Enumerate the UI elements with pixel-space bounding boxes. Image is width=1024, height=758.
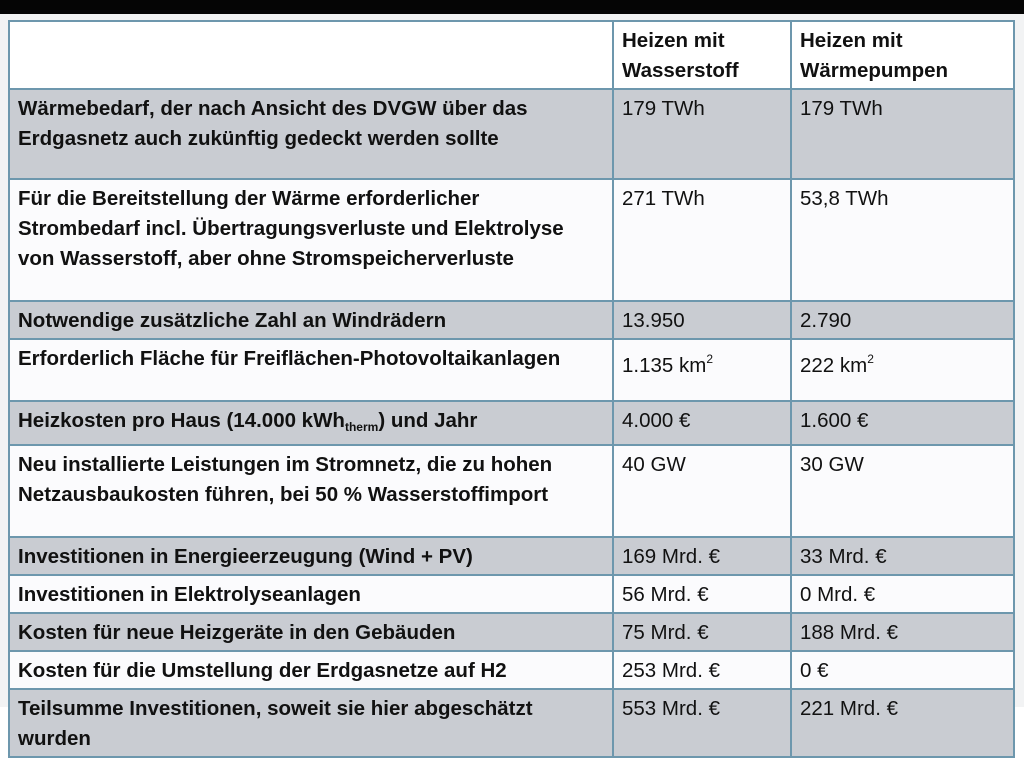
table-row — [9, 689, 1014, 757]
table-row — [9, 339, 1014, 401]
row-label: Investitionen in Elektrolyseanlagen — [9, 575, 613, 613]
heat-pump-value: 1.600 € — [791, 401, 1014, 445]
header-empty — [9, 21, 613, 89]
table-row — [9, 445, 1014, 537]
superscript: 2 — [867, 352, 874, 366]
heat-pump-value — [791, 339, 1014, 401]
heat-pump-value: 221 Mrd. € — [791, 689, 1014, 757]
comparison-table — [8, 20, 1015, 758]
top-bar — [0, 0, 1024, 14]
hydrogen-value: 56 Mrd. € — [613, 575, 791, 613]
table-header-row — [9, 21, 1014, 89]
row-label: Teilsumme Investitionen, soweit sie hier abgeschätzt wurden — [9, 689, 613, 757]
row-label: Wärmebedarf, der nach Ansicht des DVGW über das Erdgasnetz auch zukünftig gedeckt werden sollte — [9, 89, 613, 179]
heat-pump-value: 2.790 — [791, 301, 1014, 339]
row-label — [9, 401, 613, 445]
hydrogen-value: 75 Mrd. € — [613, 613, 791, 651]
hydrogen-value: 169 Mrd. € — [613, 537, 791, 575]
heat-pump-value: 0 Mrd. € — [791, 575, 1014, 613]
table-row — [9, 613, 1014, 651]
table-row — [9, 179, 1014, 301]
hydrogen-value: 40 GW — [613, 445, 791, 537]
row-label: Für die Bereitstellung der Wärme erforderlicher Strombedarf incl. Übertragungsverluste und Elektrolyse von Wasserstoff, aber ohne Stromspeicherverluste — [9, 179, 613, 301]
hydrogen-value: 4.000 € — [613, 401, 791, 445]
heat-pump-area: 222 km — [800, 354, 868, 377]
heat-pump-value: 53,8 TWh — [791, 179, 1014, 301]
heat-pump-value: 33 Mrd. € — [791, 537, 1014, 575]
hydrogen-area: 1.135 km — [622, 354, 707, 377]
label-subscript: therm — [344, 420, 379, 434]
table-row — [9, 89, 1014, 179]
table-row — [9, 537, 1014, 575]
hydrogen-value: 253 Mrd. € — [613, 651, 791, 689]
heat-pump-value: 30 GW — [791, 445, 1014, 537]
hydrogen-value: 553 Mrd. € — [613, 689, 791, 757]
row-label: Investitionen in Energieerzeugung (Wind + PV) — [9, 537, 613, 575]
header-hydrogen: Heizen mit Wasserstoff — [613, 21, 791, 89]
superscript: 2 — [706, 352, 714, 366]
row-label: Kosten für die Umstellung der Erdgasnetze auf H2 — [9, 651, 613, 689]
heat-pump-value: 188 Mrd. € — [791, 613, 1014, 651]
row-label: Notwendige zusätzliche Zahl an Windrädern — [9, 301, 613, 339]
hydrogen-value: 13.950 — [613, 301, 791, 339]
row-label: Erforderlich Fläche für Freiflächen-Photovoltaikanlagen — [9, 339, 613, 401]
hydrogen-value: 271 TWh — [613, 179, 791, 301]
label-text: Heizkosten pro Haus (14.000 kWh — [18, 409, 345, 432]
row-label: Kosten für neue Heizgeräte in den Gebäuden — [9, 613, 613, 651]
row-label: Neu installierte Leistungen im Stromnetz, die zu hohen Netzausbaukosten führen, bei 50 % Wasserstoffimport — [9, 445, 613, 537]
heat-pump-value: 0 € — [791, 651, 1014, 689]
table-row — [9, 575, 1014, 613]
heat-pump-value: 179 TWh — [791, 89, 1014, 179]
hydrogen-value — [613, 339, 791, 401]
table-row — [9, 301, 1014, 339]
header-heat-pump: Heizen mit Wärmepumpen — [791, 21, 1014, 89]
table-row — [9, 651, 1014, 689]
label-text-end: ) und Jahr — [378, 409, 478, 432]
hydrogen-value: 179 TWh — [613, 89, 791, 179]
table-row — [9, 401, 1014, 445]
